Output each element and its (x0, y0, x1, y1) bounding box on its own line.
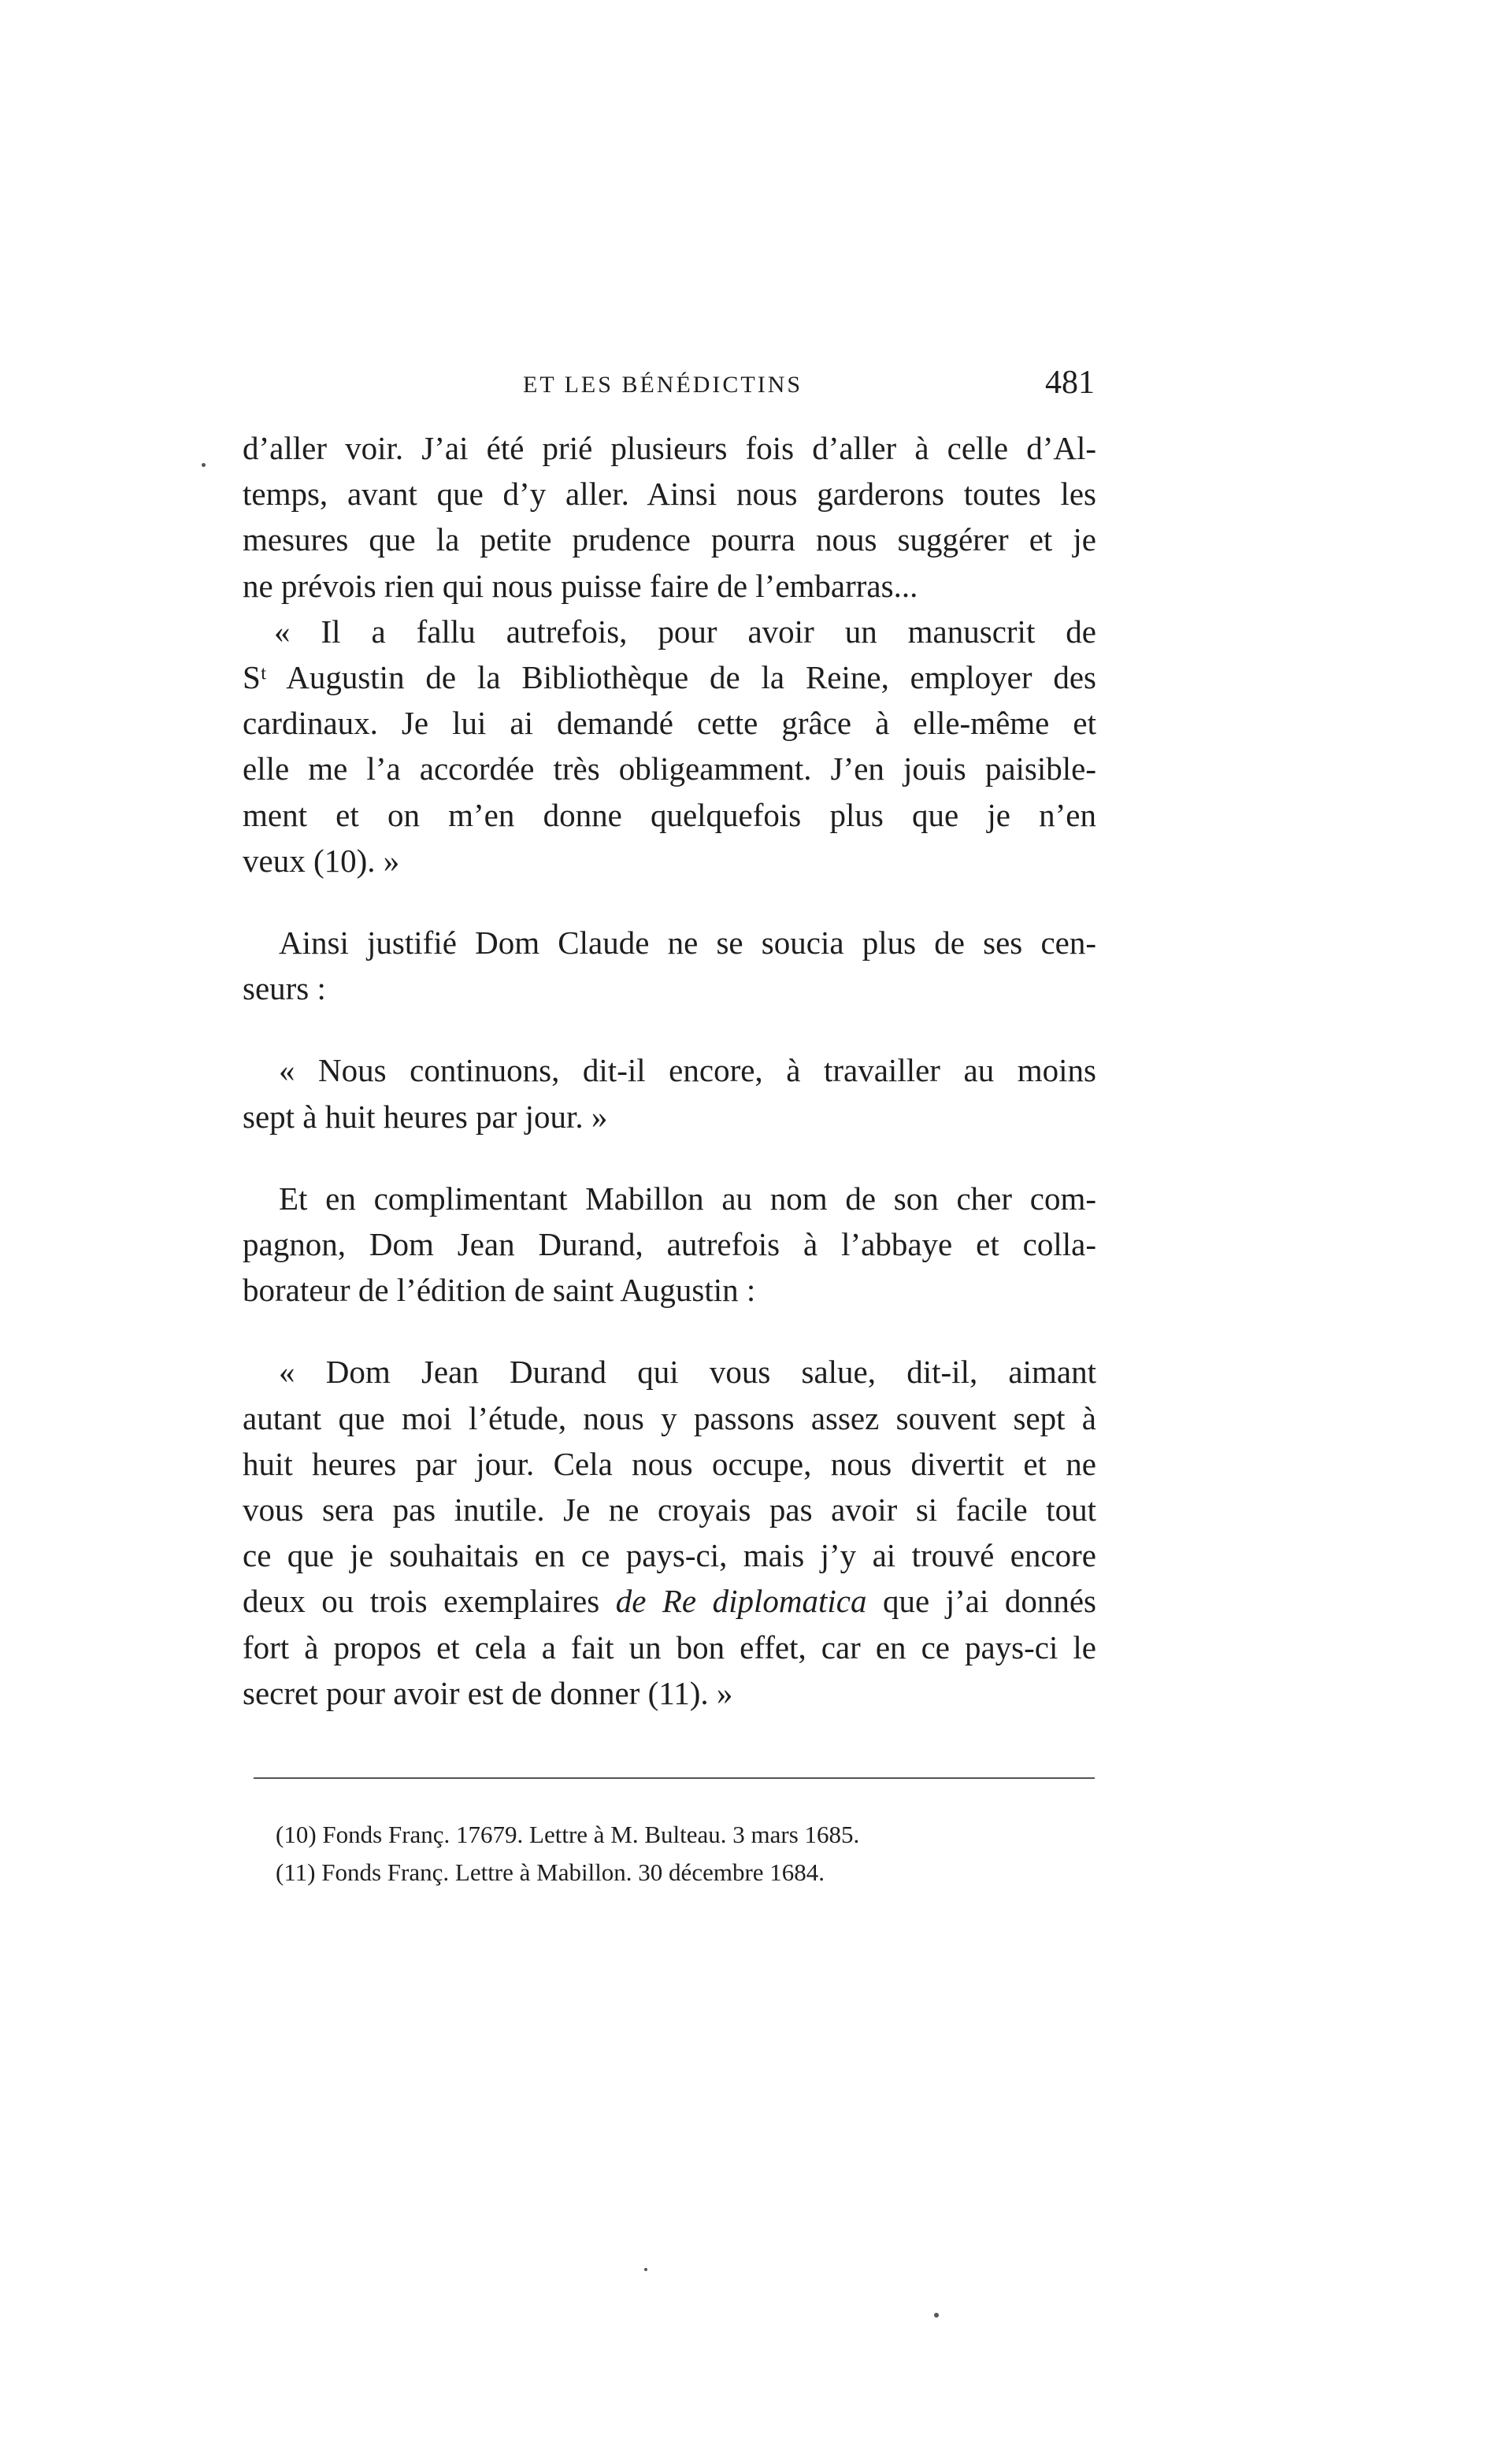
page-number: 481 (1045, 365, 1095, 401)
text-line: seurs : (243, 970, 326, 1007)
paragraph-1 (243, 425, 1096, 609)
footnote-10: (10) Fonds Franç. 17679. Lettre à M. Bulteau. 3 mars 1685. (276, 1821, 860, 1848)
footnote-divider (254, 1777, 1095, 1779)
text-line: pagnon, Dom Jean Durand, autrefois à l’abbaye et colla- (243, 1226, 1096, 1263)
paragraph-2 (243, 609, 1096, 884)
text-line: « Nous continuons, dit-il encore, à travailler au moins (279, 1052, 1096, 1089)
paragraph-3 (243, 920, 1096, 1011)
text-line: ment et on m’en donne quelquefois plus que je n’en (243, 796, 1096, 833)
text-line: « Il a fallu autrefois, pour avoir un manuscrit de (274, 613, 1096, 650)
text-line: temps, avant que d’y aller. Ainsi nous garderons toutes les (243, 476, 1096, 513)
work-title: de Re diplomatica (615, 1583, 867, 1620)
paragraph-4 (243, 1047, 1096, 1139)
footnotes (276, 1816, 1063, 1892)
text-line: borateur de l’édition de saint Augustin : (243, 1272, 756, 1309)
text-line: ne prévois rien qui nous puisse faire de l’embarras... (243, 567, 918, 604)
ink-speck (934, 2313, 939, 2318)
text-line: d’aller voir. J’ai été prié plusieurs fois d’aller à celle d’Al- (243, 430, 1096, 466)
paragraph-6 (243, 1349, 1096, 1716)
text-line: autant que moi l’étude, nous y passons assez souvent sept à (243, 1399, 1096, 1436)
text-line: sept à huit heures par jour. » (243, 1098, 608, 1135)
text-line: vous sera pas inutile. Je ne croyais pas avoir si facile tout (243, 1491, 1096, 1528)
text-line: mesures que la petite prudence pourra nous suggérer et je (243, 521, 1096, 558)
text-fragment: que j’ai donnés (866, 1583, 1097, 1620)
text-line: veux (10). » (243, 842, 400, 879)
text-line: ce que je souhaitais en ce pays-ci, mais j’y ai trouvé encore (243, 1537, 1096, 1574)
text-fragment: deux ou trois exemplaires (243, 1583, 616, 1620)
running-title: ET LES BÉNÉDICTINS (523, 372, 803, 398)
text-line: huit heures par jour. Cela nous occupe, nous divertit et ne (243, 1445, 1096, 1482)
paragraph-5 (243, 1176, 1096, 1314)
running-head (244, 364, 1095, 411)
text-line: Ainsi justifié Dom Claude ne se soucia plus de ses cen- (279, 924, 1096, 962)
text-line: cardinaux. Je lui ai demandé cette grâce à elle-même et (243, 705, 1096, 742)
text-line: Et en complimentant Mabillon au nom de son cher com- (279, 1180, 1096, 1217)
ink-speck (202, 463, 206, 467)
main-text (243, 425, 1096, 1716)
footnote-11: (11) Fonds Franç. Lettre à Mabillon. 30 décembre 1684. (276, 1858, 825, 1886)
text-line: Sᵗ Augustin de la Bibliothèque de la Reine, employer des (243, 659, 1096, 696)
text-line: fort à propos et cela a fait un bon effet, car en ce pays-ci le (243, 1628, 1096, 1666)
ink-speck (644, 2268, 647, 2271)
text-line-with-title (243, 1578, 1096, 1624)
text-line: « Dom Jean Durand qui vous salue, dit-il, aimant (279, 1354, 1096, 1391)
text-line: secret pour avoir est de donner (11). » (243, 1674, 733, 1711)
text-line: elle me l’a accordée très obligeamment. J’en jouis paisible- (243, 750, 1096, 787)
